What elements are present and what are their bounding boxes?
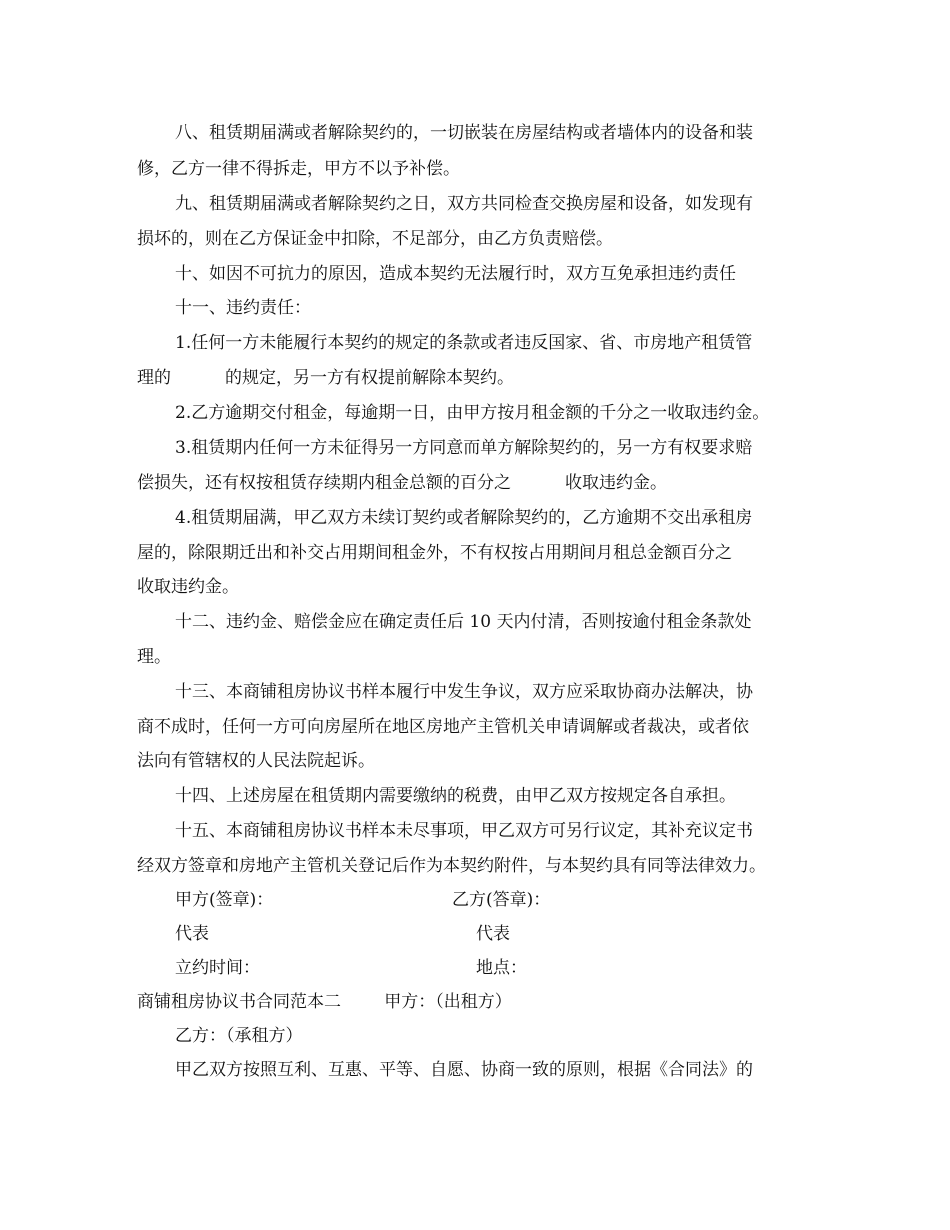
clause-13-line-1: 十三、本商铺租房协议书样本履行中发生争议，双方应采取协商办法解决，协 [175,682,753,702]
contract-two-title: 商铺租房协议书合同范本二 甲方：（出租方） [137,992,512,1012]
clause-11-heading: 十一、违约责任： [175,298,311,318]
clause-11-item-4-line-3: 收取违约金。 [137,577,239,597]
party-b-signature-label: 乙方(答章)： [452,890,551,910]
clause-12-line-1: 十二、违约金、赔偿金应在确定责任后 10 天内付清，否则按逾付租金条款处 [175,612,752,632]
clause-15-line-1: 十五、本商铺租房协议书样本未尽事项，甲乙双方可另行议定，其补充议定书 [175,821,753,841]
clause-11-item-3-line-1: 3.租赁期内任何一方未征得另一方同意而单方解除契约的，另一方有权要求赔 [175,438,753,458]
contract-two-intro: 甲乙双方按照互利、互惠、平等、自愿、协商一致的原则，根据《合同法》的 [175,1060,753,1080]
clause-9-line-1: 九、租赁期届满或者解除契约之日，双方共同检查交换房屋和设备，如发现有 [175,194,753,214]
clause-11-item-2: 2.乙方逾期交付租金，每逾期一日，由甲方按月租金额的千分之一收取违约金。 [175,403,770,423]
clause-15-line-2: 经双方签章和房地产主管机关登记后作为本契约附件，与本契约具有同等法律效力。 [137,856,766,876]
clause-11-item-3-line-2: 偿损失，还有权按租赁存续期内租金总额的百分之 收取违约金。 [137,473,668,493]
party-b-representative-label: 代表 [476,924,510,944]
clause-13-line-3: 法向有管辖权的人民法院起诉。 [137,751,375,771]
clause-14: 十四、上述房屋在租赁期内需要缴纳的税费，由甲乙双方按规定各自承担。 [175,786,736,806]
clause-12-line-2: 理。 [137,647,171,667]
clause-10: 十、如因不可抗力的原因，造成本契约无法履行时，双方互免承担违约责任 [175,264,736,284]
clause-11-item-4-line-2: 屋的，除限期迁出和补交占用期间租金外，不有权按占用期间月租总金额百分之 [137,543,732,563]
party-a-signature-label: 甲方(签章)： [175,890,274,910]
contract-two-party-b: 乙方：（承租方） [175,1026,303,1046]
signing-place-label: 地点： [476,958,527,978]
clause-11-item-1-line-2: 理的 的规定，另一方有权提前解除本契约。 [137,368,515,388]
clause-8-line-1: 八、租赁期届满或者解除契约的，一切嵌装在房屋结构或者墙体内的设备和装 [175,123,753,143]
clause-8-line-2: 修，乙方一律不得拆走，甲方不以予补偿。 [137,159,460,179]
clause-13-line-2: 商不成时，任何一方可向房屋所在地区房地产主管机关申请调解或者裁决，或者依 [137,717,749,737]
party-a-representative-label: 代表 [175,924,209,944]
clause-9-line-2: 损坏的，则在乙方保证金中扣除，不足部分，由乙方负责赔偿。 [137,229,613,249]
clause-11-item-1-line-1: 1.任何一方未能履行本契约的规定的条款或者违反国家、省、市房地产租赁管 [175,333,753,353]
signing-date-label: 立约时间： [175,958,260,978]
clause-11-item-4-line-1: 4.租赁期届满，甲乙双方未续订契约或者解除契约的，乙方逾期不交出承租房 [175,508,753,528]
